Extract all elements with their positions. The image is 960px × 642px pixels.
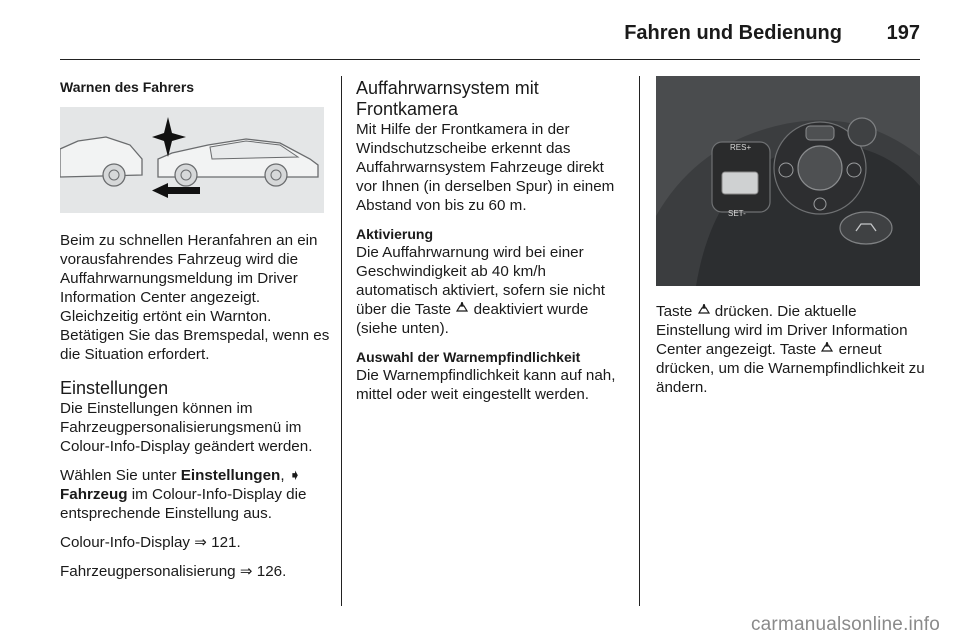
text-settings-bold: Einstellungen — [180, 467, 281, 484]
column-divider-left — [341, 76, 342, 606]
text-activation-post: deaktiviert wurde (siehe unten). — [356, 301, 589, 337]
paragraph-activation — [356, 243, 626, 338]
header-title: Fahren und Bedienung — [624, 22, 842, 44]
watermark: carmanualsonline.info — [750, 614, 940, 635]
subheading-activation: Aktivierung — [356, 226, 434, 242]
set-label: SET- — [728, 209, 746, 218]
heading-settings: Einstellungen — [60, 378, 169, 398]
reference-vehicle-personalisation: Fahrzeugpersonalisierung ⇒ 126. — [60, 563, 287, 580]
heading-forward-collision: Auffahrwarnsystem mit Frontkamera — [356, 78, 539, 119]
paragraph-warning: Beim zu schnellen Heranfahren an ein vorausfahrendes Fahrzeug wird die Auffahrwarnungsmeldung im Driver Information Center angezeigt. Gleichzeitig ertönt ein Warnton. Betätigen Sie das Bremspedal, wenn es die Situation erfordert. — [60, 232, 330, 363]
arrow-left-icon — [152, 183, 200, 198]
paragraph-settings: Die Einstellungen können im Fahrzeugpersonalisierungsmenü im Colour-Info-Display geändert werden. — [60, 400, 313, 455]
text-select-pre: Wählen Sie unter — [60, 467, 181, 484]
paragraph-sensitivity: Die Warnempfindlichkeit kann auf nah, mittel oder weit eingestellt werden. — [356, 367, 616, 403]
page-number: 197 — [886, 22, 920, 44]
page-header — [60, 14, 920, 60]
menu-arrow-icon: , ➧ — [280, 467, 302, 484]
subheading-sensitivity: Auswahl der Warnempfindlichkeit — [356, 349, 581, 365]
text-select-post: im Colour-Info-Display die entsprechende Einstellung aus. — [60, 486, 307, 522]
text-press-mid: drücken. Die aktuelle Einstellung wird im Driver Information Center angezeigt. Taste — [656, 303, 908, 358]
collision-alert-button-icon — [455, 302, 469, 314]
steering-wheel-buttons — [656, 76, 920, 286]
res-label: RES+ — [730, 143, 752, 152]
text-vehicle-bold: Fahrzeug — [60, 486, 128, 503]
illustration-steering-wheel-controls — [656, 76, 920, 286]
column-divider-right — [639, 76, 640, 606]
column-2 — [356, 78, 626, 414]
cars-illustration — [60, 107, 324, 213]
column-3 — [656, 78, 926, 407]
paragraph-camera: Mit Hilfe der Frontkamera in der Windschutzscheibe erkennt das Auffahrwarnsystem Fahrzeuge direkt vor Ihnen (in derselben Spur) in einem Abstand von bis zu 60 m. — [356, 121, 615, 214]
text-press-pre: Taste — [656, 303, 697, 320]
column-1 — [60, 78, 330, 591]
paragraph-press-button — [656, 302, 926, 397]
paragraph-select — [60, 466, 330, 523]
section-title-warning: Warnen des Fahrers — [60, 79, 195, 95]
reference-colour-info-display: Colour-Info-Display ⇒ 121. — [60, 534, 241, 551]
collision-alert-button-icon — [697, 304, 711, 316]
text-activation-pre: Die Auffahrwarnung wird bei einer Geschwindigkeit ab 40 km/h automatisch aktiviert, sofern sie nicht über die Taste — [356, 244, 606, 318]
collision-alert-button-icon — [820, 342, 834, 354]
illustration-collision-warning — [60, 107, 324, 213]
text-press-post: erneut drücken, um die Warnempfindlichkeit zu ändern. — [656, 341, 925, 396]
